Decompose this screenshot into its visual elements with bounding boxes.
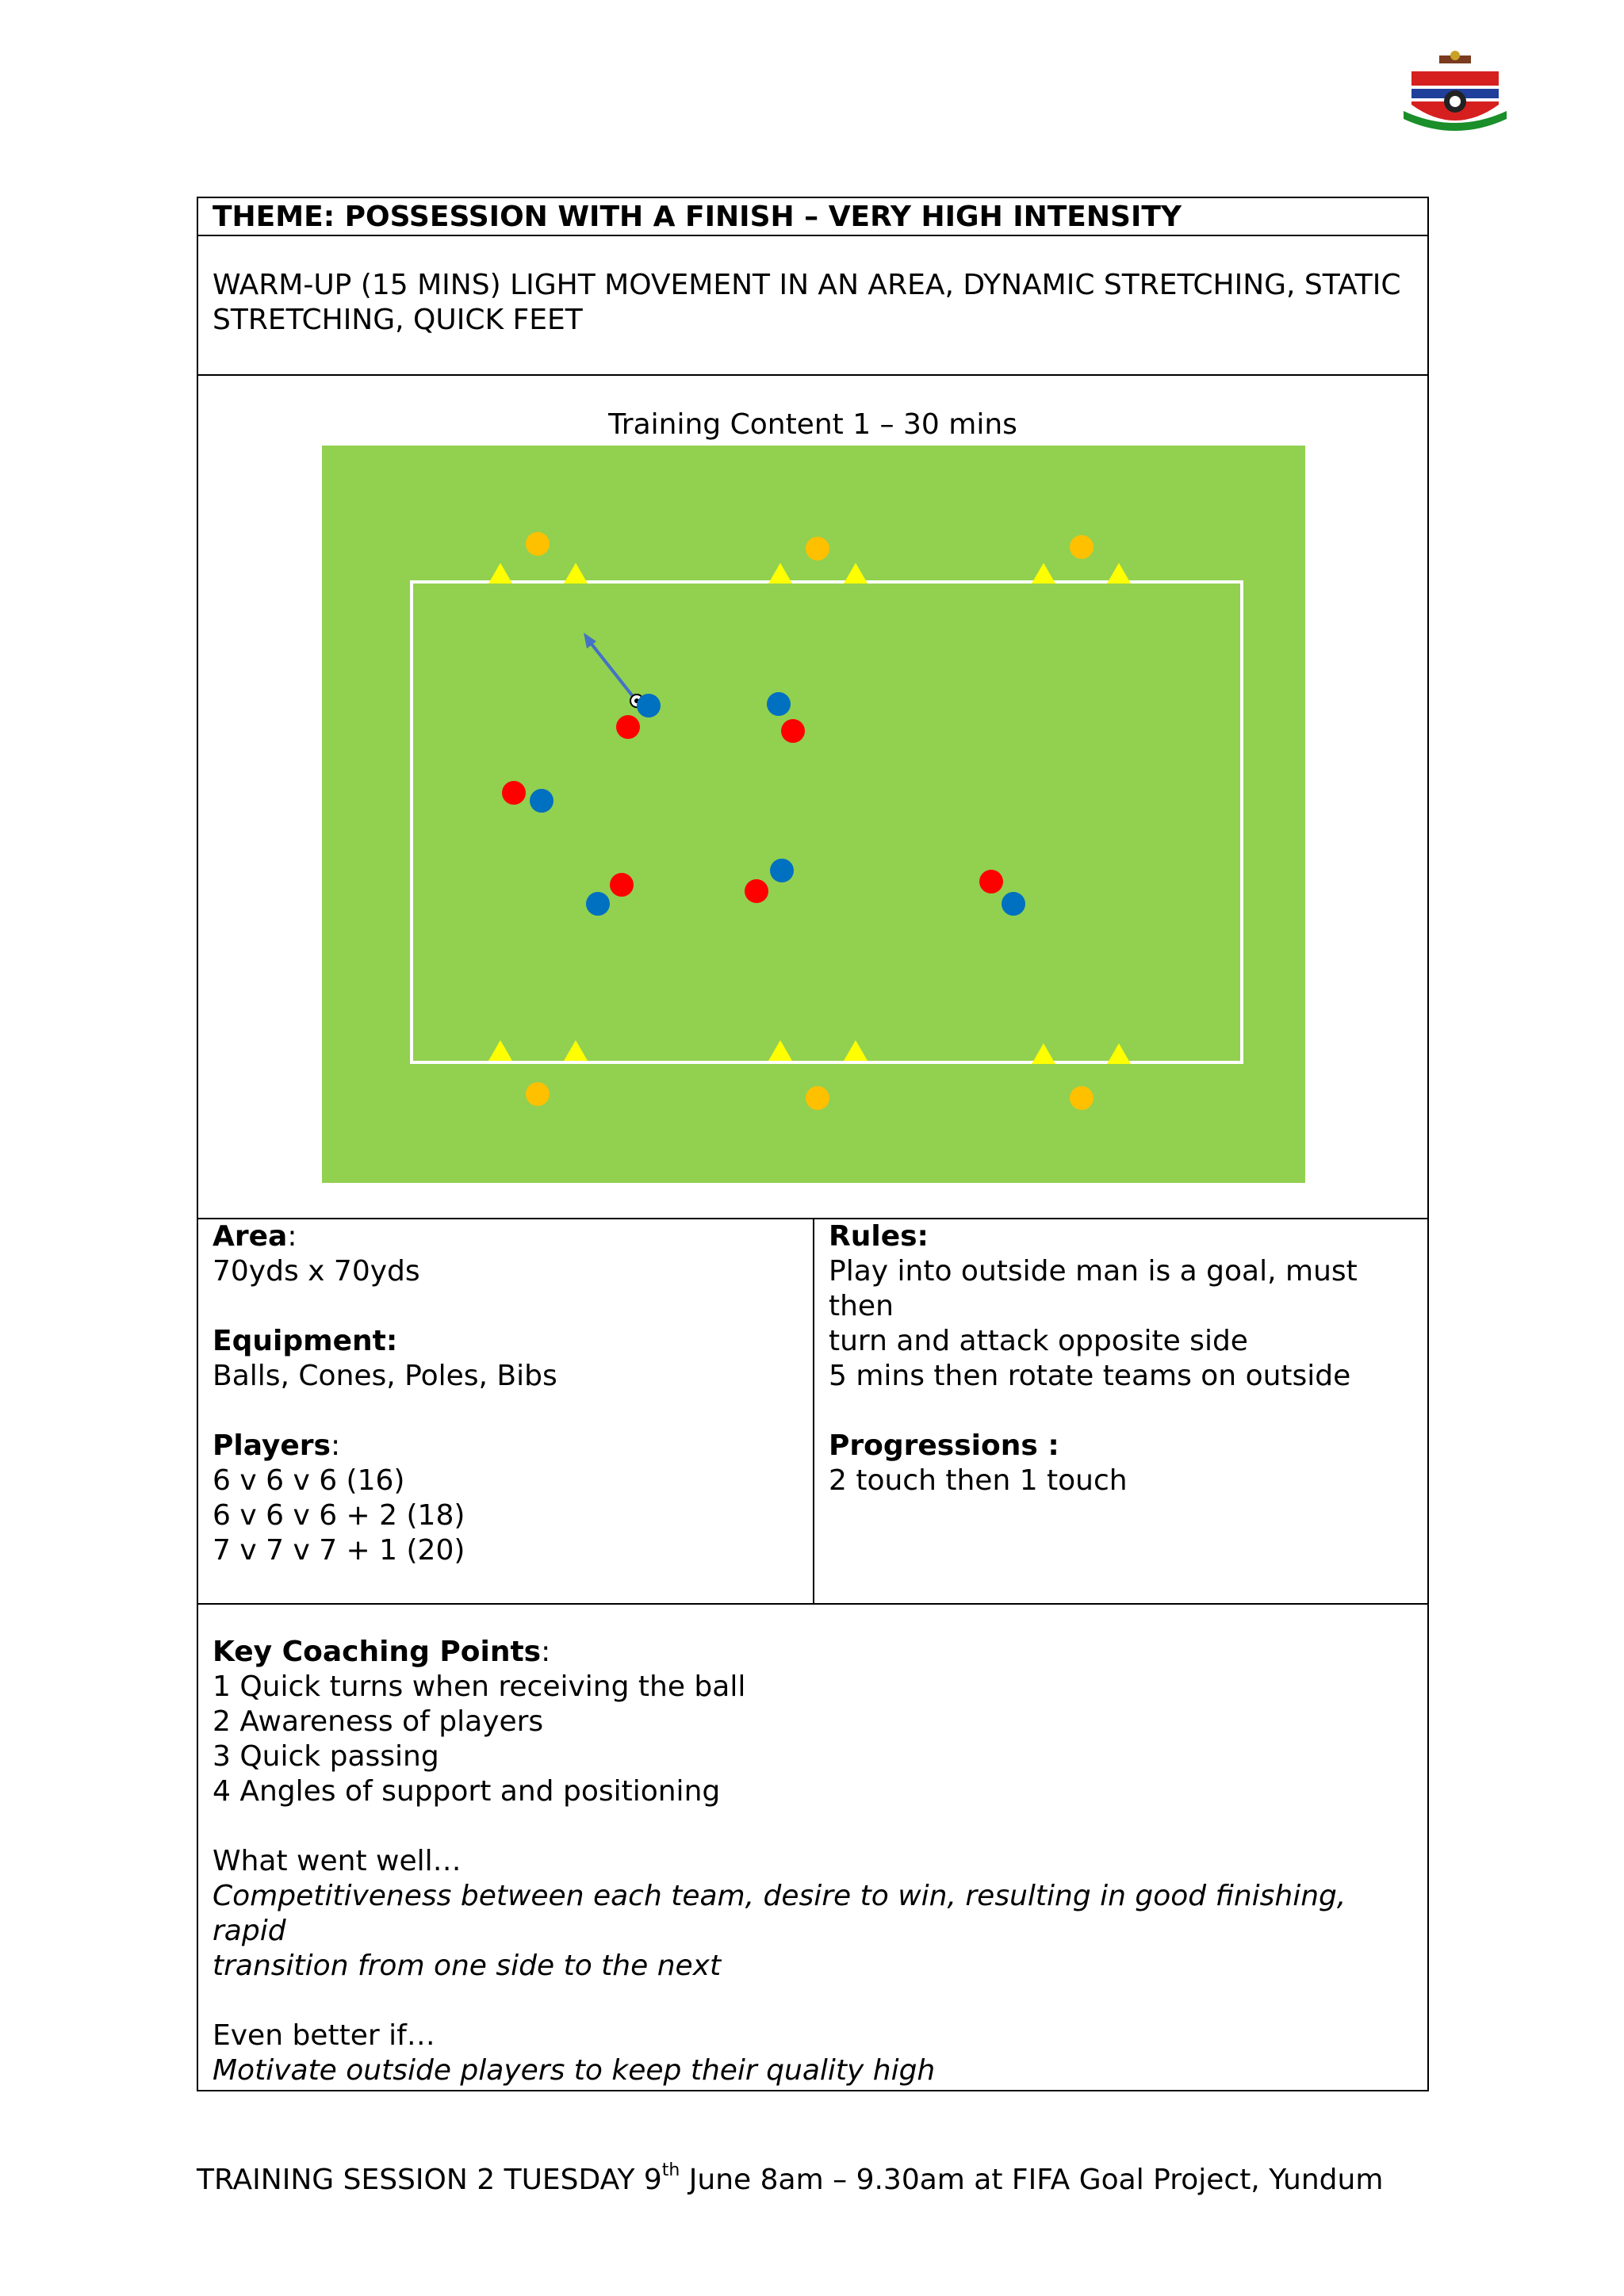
rules-label: Rules bbox=[829, 1220, 917, 1253]
training-pitch-diagram bbox=[322, 446, 1305, 1183]
went-well-line-1: Competitiveness between each team, desire to win, resulting in good finishing, rapid bbox=[213, 1880, 1346, 1947]
outside-player bbox=[1070, 1086, 1094, 1110]
outside-player bbox=[526, 532, 550, 556]
outside-player bbox=[1070, 535, 1094, 559]
area-value: 70yds x 70yds bbox=[213, 1255, 420, 1288]
theme-heading: THEME: POSSESSION WITH A FINISH – VERY HIGH INTENSITY bbox=[213, 201, 1182, 233]
blue-player bbox=[1002, 892, 1025, 916]
footer-text-1: TRAINING SESSION 2 TUESDAY 9 bbox=[197, 2164, 662, 2196]
went-well-line-2: transition from one side to the next bbox=[213, 1950, 722, 1982]
coaching-points-label: Key Coaching Points bbox=[213, 1636, 542, 1668]
blue-player bbox=[586, 892, 610, 916]
rules-line-2: turn and attack opposite side bbox=[829, 1325, 1248, 1357]
red-player bbox=[979, 870, 1003, 894]
diagram-title: Training Content 1 – 30 mins bbox=[608, 408, 1017, 441]
even-better-value: Motivate outside players to keep their quality high bbox=[213, 2054, 936, 2087]
even-better-label: Even better if… bbox=[213, 2019, 435, 2052]
equipment-label: Equipment bbox=[213, 1325, 386, 1357]
red-player bbox=[745, 879, 768, 903]
warmup-text bbox=[213, 268, 1401, 338]
session-plan-table bbox=[197, 197, 1429, 2091]
details-right-column: Rules: Play into outside man is a goal, must then turn and attack opposite side 5 mins then rotate teams on outside Progressions : 2 touch then 1 touch bbox=[829, 1219, 1427, 1498]
outside-player bbox=[526, 1082, 550, 1106]
red-player bbox=[616, 715, 640, 739]
equipment-value: Balls, Cones, Poles, Bibs bbox=[213, 1360, 557, 1392]
blue-player bbox=[770, 859, 794, 882]
rules-line-3: 5 mins then rotate teams on outside bbox=[829, 1360, 1351, 1392]
progressions-label: Progressions : bbox=[829, 1429, 1059, 1462]
warmup-line-2: STRETCHING, QUICK FEET bbox=[213, 304, 583, 336]
red-player bbox=[610, 873, 634, 897]
coaching-point-4: 4 Angles of support and positioning bbox=[213, 1775, 721, 1808]
details-left-column: Area: 70yds x 70yds Equipment: Balls, Cones, Poles, Bibs Players: 6 v 6 v 6 (16) 6 v 6 v 6 + 2 (18) 7 v 7 v 7 + 1 (20) bbox=[213, 1220, 557, 1567]
blue-player bbox=[637, 694, 661, 718]
rules-line-1: Play into outside man is a goal, must then bbox=[829, 1255, 1358, 1322]
progressions-value: 2 touch then 1 touch bbox=[829, 1464, 1128, 1497]
players-format-3: 7 v 7 v 7 + 1 (20) bbox=[213, 1534, 465, 1567]
coaching-point-1: 1 Quick turns when receiving the ball bbox=[213, 1670, 746, 1703]
went-well-label: What went well… bbox=[213, 1845, 462, 1877]
warmup-line-1: WARM-UP (15 MINS) LIGHT MOVEMENT IN AN AREA, DYNAMIC STRETCHING, STATIC bbox=[213, 269, 1401, 301]
red-player bbox=[781, 719, 805, 743]
coaching-section: Key Coaching Points: 1 Quick turns when receiving the ball 2 Awareness of players 3 Quick passing 4 Angles of support and positioning What went well… Competitiveness between each team, desire to win, resulting in good finishing, rapid transition from one side to the next Even better if… Motivate outside players to keep their quality high bbox=[213, 1635, 1427, 2088]
footer-superscript: th bbox=[661, 2160, 680, 2180]
blue-player bbox=[767, 692, 791, 716]
crest-crown-top bbox=[1450, 51, 1460, 60]
players-format-2: 6 v 6 v 6 + 2 (18) bbox=[213, 1499, 465, 1532]
area-label: Area bbox=[213, 1220, 288, 1253]
players-label: Players bbox=[213, 1429, 331, 1462]
players-format-1: 6 v 6 v 6 (16) bbox=[213, 1464, 405, 1497]
outside-player bbox=[806, 537, 829, 561]
club-crest-logo bbox=[1396, 49, 1515, 144]
coaching-point-3: 3 Quick passing bbox=[213, 1740, 439, 1773]
coaching-point-2: 2 Awareness of players bbox=[213, 1705, 544, 1738]
red-player bbox=[502, 781, 526, 805]
footer-text-2: June 8am – 9.30am at FIFA Goal Project, Yundum bbox=[680, 2164, 1384, 2196]
session-footer bbox=[197, 2160, 1384, 2198]
outside-player bbox=[806, 1086, 829, 1110]
blue-player bbox=[530, 789, 553, 813]
